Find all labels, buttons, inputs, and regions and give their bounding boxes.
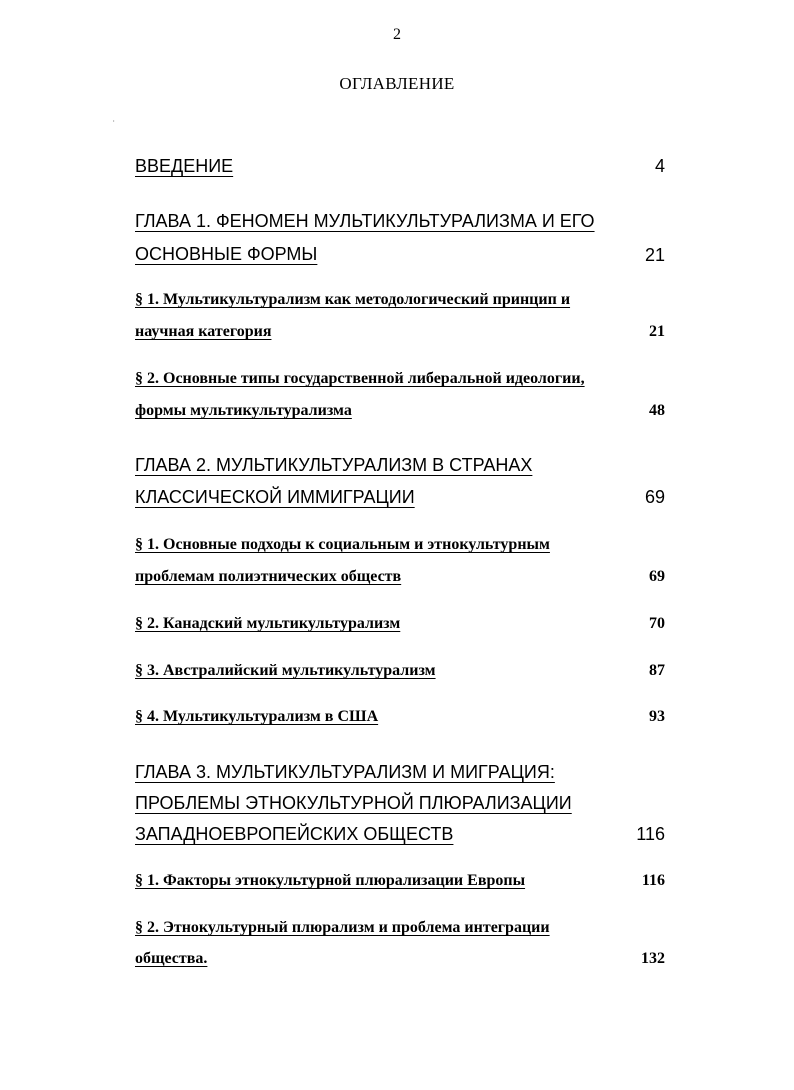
page-number: 2: [393, 26, 401, 43]
toc-entry-title-line-3: ЗАПАДНОЕВРОПЕЙСКИХ ОБЩЕСТВ: [135, 824, 454, 844]
toc-entry-chapter-3-section-1[interactable]: [135, 872, 665, 896]
toc-entry-chapter-3[interactable]: [135, 762, 665, 852]
toc-entry-title-line-2: КЛАССИЧЕСКОЙ ИММИГРАЦИИ: [135, 487, 415, 507]
toc-page-number: 69: [644, 487, 665, 507]
toc-entry-chapter-3-section-2[interactable]: [135, 919, 665, 975]
toc-entry-chapter-1-section-1[interactable]: [135, 291, 665, 347]
toc-entry-title-line-2: общества.: [135, 950, 208, 967]
toc-entry-chapter-2-section-3[interactable]: [135, 662, 665, 686]
toc-page-number: 116: [636, 824, 665, 844]
toc-entry-chapter-2-section-1[interactable]: [135, 536, 665, 592]
toc-entry-chapter-2-section-2[interactable]: [135, 615, 665, 639]
toc-entry-chapter-1[interactable]: [135, 211, 665, 269]
toc-page-number: 87: [649, 662, 665, 679]
toc-entry-introduction[interactable]: [135, 156, 665, 180]
toc-entry-title-line-2: проблемам полиэтнических обществ: [135, 568, 402, 585]
toc-entry-title-line-2: формы мультикультурализма: [135, 402, 352, 419]
toc-entry-title-line-1: § 2. Основные типы государственной либеральной идеологии,: [135, 370, 585, 387]
toc-entry-title-line-1: ГЛАВА 1. ФЕНОМЕН МУЛЬТИКУЛЬТУРАЛИЗМА И ЕГО: [135, 211, 595, 231]
toc-entry-title: ВВЕДЕНИЕ: [135, 156, 234, 176]
toc-entry-title: § 1. Факторы этнокультурной плюрализации Европы: [135, 872, 526, 889]
toc-page-number: 116: [641, 872, 665, 889]
toc-entry-chapter-1-section-2[interactable]: [135, 370, 665, 426]
toc-page-number: 21: [649, 323, 665, 340]
toc-entry-title-line-1: § 1. Основные подходы к социальным и этнокультурным: [135, 536, 550, 553]
toc-entry-title-line-2: научная категория: [135, 323, 272, 340]
toc-entry-title-line-2: ОСНОВНЫЕ ФОРМЫ: [135, 244, 318, 264]
toc-page-number: 69: [649, 568, 665, 585]
toc-page-number: 21: [644, 245, 665, 265]
toc-entry-title-line-2: ПРОБЛЕМЫ ЭТНОКУЛЬТУРНОЙ ПЛЮРАЛИЗАЦИИ: [135, 793, 572, 813]
toc-entry-title-line-1: § 1. Мультикультурализм как методологический принцип и: [135, 291, 571, 308]
toc-page-number: 93: [649, 708, 665, 725]
toc-entry-chapter-2[interactable]: [135, 455, 665, 513]
page-title: ОГЛАВЛЕНИЕ: [339, 74, 455, 93]
toc-entry-chapter-2-section-4[interactable]: [135, 708, 665, 732]
toc-page-number: 132: [641, 950, 665, 967]
toc-page-number: 48: [649, 402, 665, 419]
toc-entry-title-line-1: § 2. Этнокультурный плюрализм и проблема интеграции: [135, 919, 550, 936]
toc-entry-title-line-1: ГЛАВА 3. МУЛЬТИКУЛЬТУРАЛИЗМ И МИГРАЦИЯ:: [135, 762, 555, 782]
toc-entry-title-line-1: ГЛАВА 2. МУЛЬТИКУЛЬТУРАЛИЗМ В СТРАНАХ: [135, 455, 533, 475]
toc-entry-title: § 4. Мультикультурализм в США: [135, 708, 379, 725]
toc-entry-title: § 2. Канадский мультикультурализм: [135, 615, 401, 632]
toc-page-number: 70: [649, 615, 665, 632]
toc-entry-title: § 3. Австралийский мультикультурализм: [135, 662, 436, 679]
toc-page-number: 4: [654, 156, 665, 176]
